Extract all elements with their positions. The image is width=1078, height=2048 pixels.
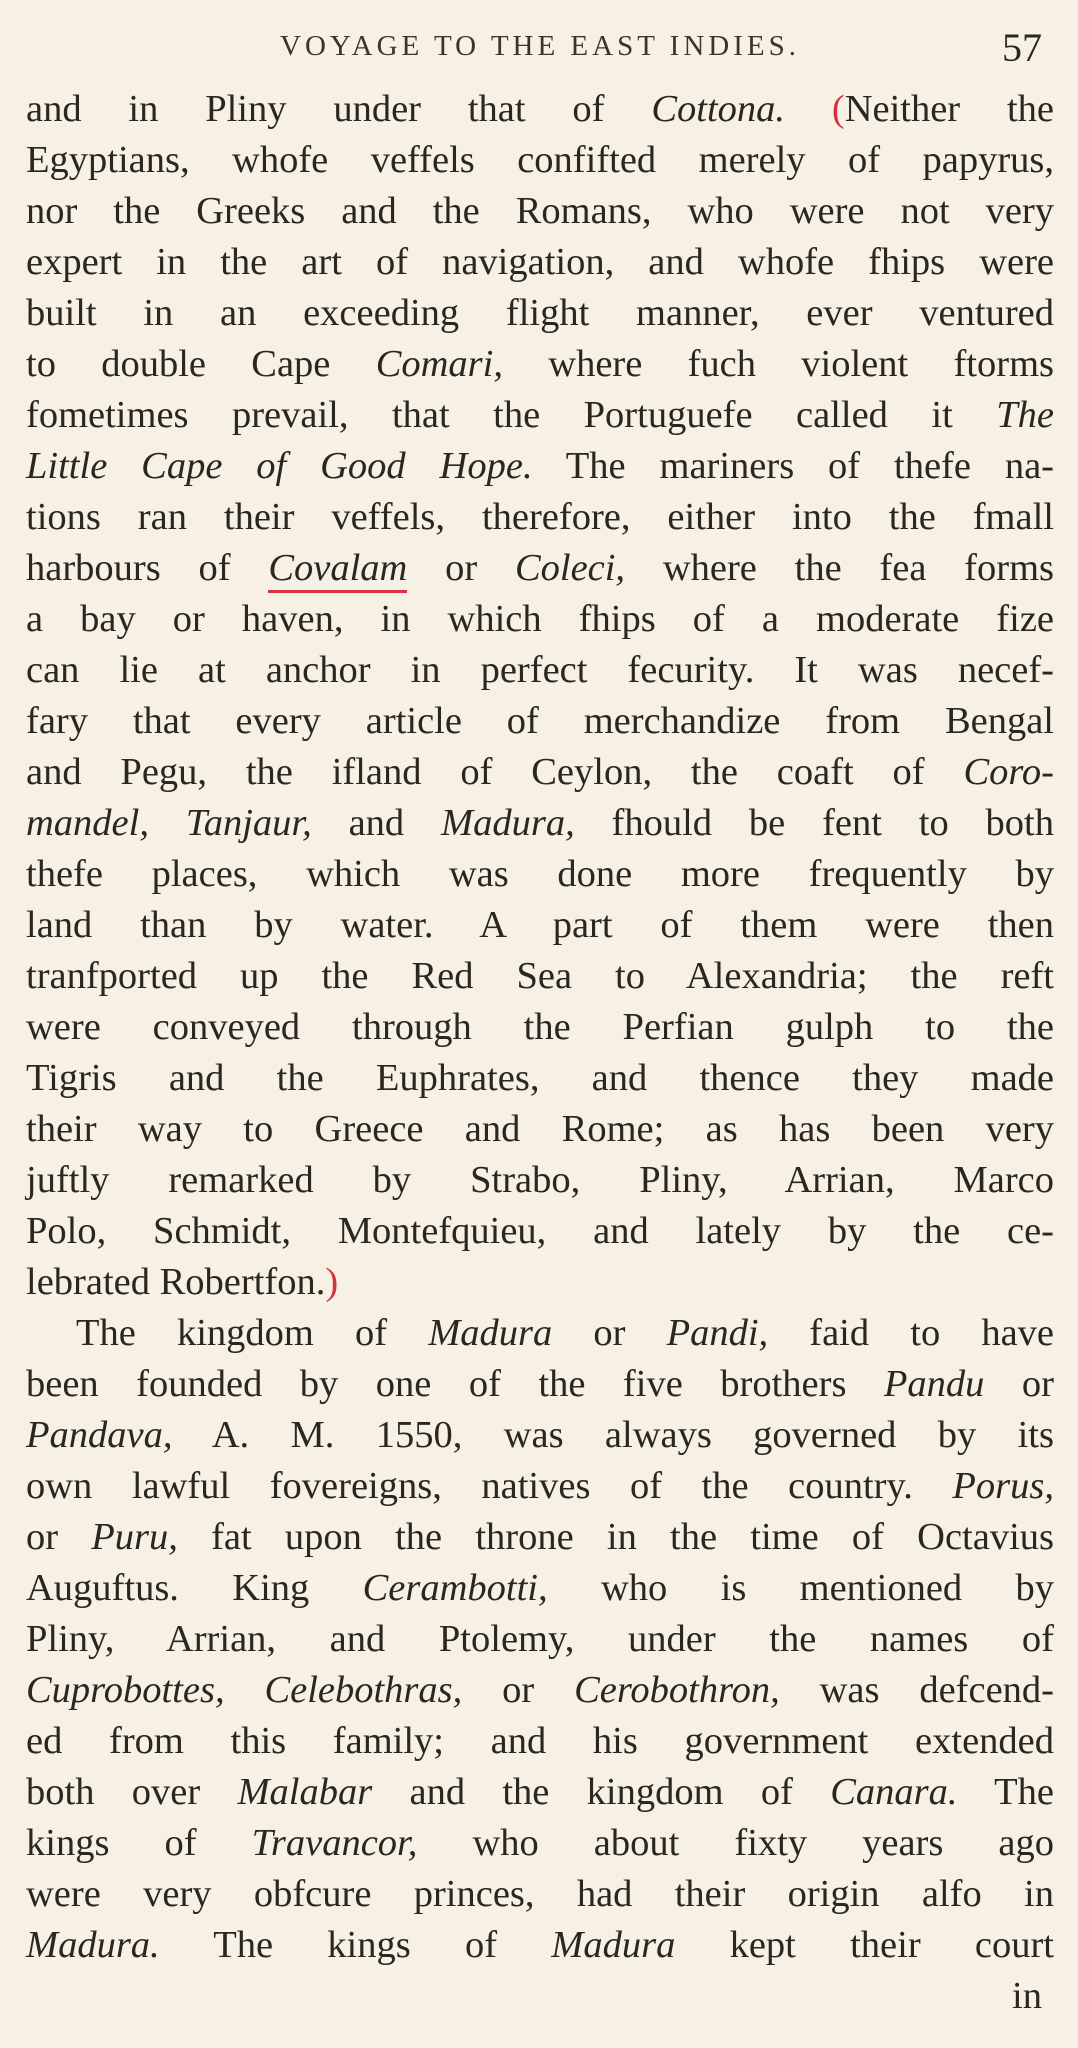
text-line: Pliny, Arrian, and Ptolemy, under the names of (26, 1618, 1054, 1660)
text-line: ed from this family; and his government extended (26, 1720, 1054, 1762)
page-number: 57 (1002, 25, 1042, 70)
text-line: Pandava, A. M. 1550, was always governed by its (26, 1414, 1054, 1456)
text-line: kings of Travancor, who about fixty years ago (26, 1822, 1054, 1864)
text-line: land than by water. A part of them were then (26, 904, 1054, 946)
text-line: were very obfcure princes, had their origin alfo in (26, 1873, 1054, 1915)
text-line: Madura. The kings of Madura kept their court (26, 1924, 1054, 1966)
text-line: or Puru, fat upon the throne in the time of Octavius (26, 1516, 1054, 1558)
text-line: a bay or haven, in which fhips of a moderate fize (26, 598, 1054, 640)
text-line: Cuprobottes, Celebothras, or Cerobothron, was defcend- (26, 1669, 1055, 1711)
text-line: fary that every article of merchandize from Bengal (26, 700, 1054, 742)
body-text (26, 84, 1054, 2022)
text-line: their way to Greece and Rome; as has been very (26, 1108, 1054, 1150)
text-line: been founded by one of the five brothers Pandu or (26, 1363, 1054, 1405)
text-line: tions ran their veffels, therefore, either into the fmall (26, 496, 1054, 538)
text-line: Tigris and the Euphrates, and thence they made (26, 1057, 1054, 1099)
text-line: lebrated Robertfon.) (26, 1261, 339, 1303)
text-line: Egyptians, whofe veffels confifted merely of papyrus, (26, 139, 1054, 181)
text-line: both over Malabar and the kingdom of Canara. The (26, 1771, 1054, 1813)
text-line: were conveyed through the Perfian gulph to the (26, 1006, 1054, 1048)
text-line: fometimes prevail, that the Portuguefe called it The (26, 394, 1054, 436)
text-line: Polo, Schmidt, Montefquieu, and lately by the ce- (26, 1210, 1054, 1252)
text-line: harbours of Covalam or Coleci, where the fea forms (26, 543, 1054, 594)
text-line: can lie at anchor in perfect fecurity. It was necef- (26, 649, 1054, 691)
text-line: expert in the art of navigation, and whofe fhips were (26, 241, 1054, 283)
text-line: nor the Greeks and the Romans, who were not very (26, 190, 1054, 232)
catchword: in (1012, 1975, 1042, 2017)
running-title: VOYAGE TO THE EAST INDIES. (280, 30, 800, 62)
text-line: Auguftus. King Cerambotti, who is mentioned by (26, 1567, 1054, 1609)
text-line: thefe places, which was done more frequently by (26, 853, 1054, 895)
text-line: to double Cape Comari, where fuch violent ftorms (26, 343, 1055, 385)
text-line: tranfported up the Red Sea to Alexandria; the reft (26, 955, 1054, 997)
text-line: The kingdom of Madura or Pandi, faid to have (76, 1312, 1054, 1354)
text-line: and Pegu, the ifland of Ceylon, the coaft of Coro- (26, 751, 1054, 793)
text-line: built in an exceeding flight manner, ever ventured (26, 292, 1054, 334)
text-line: juftly remarked by Strabo, Pliny, Arrian, Marco (26, 1159, 1054, 1201)
text-line: mandel, Tanjaur, and Madura, fhould be fent to both (26, 802, 1055, 844)
text-line: own lawful fovereigns, natives of the country. Porus, (26, 1465, 1054, 1507)
text-line: Little Cape of Good Hope. The mariners of thefe na- (26, 445, 1054, 487)
red-bracket-close: ) (325, 1261, 339, 1303)
running-head (26, 20, 1054, 72)
underlined-word: Covalam (268, 547, 407, 593)
red-bracket-open: ( (831, 88, 845, 130)
text-line: and in Pliny under that of Cottona. (Neither the (26, 88, 1054, 130)
